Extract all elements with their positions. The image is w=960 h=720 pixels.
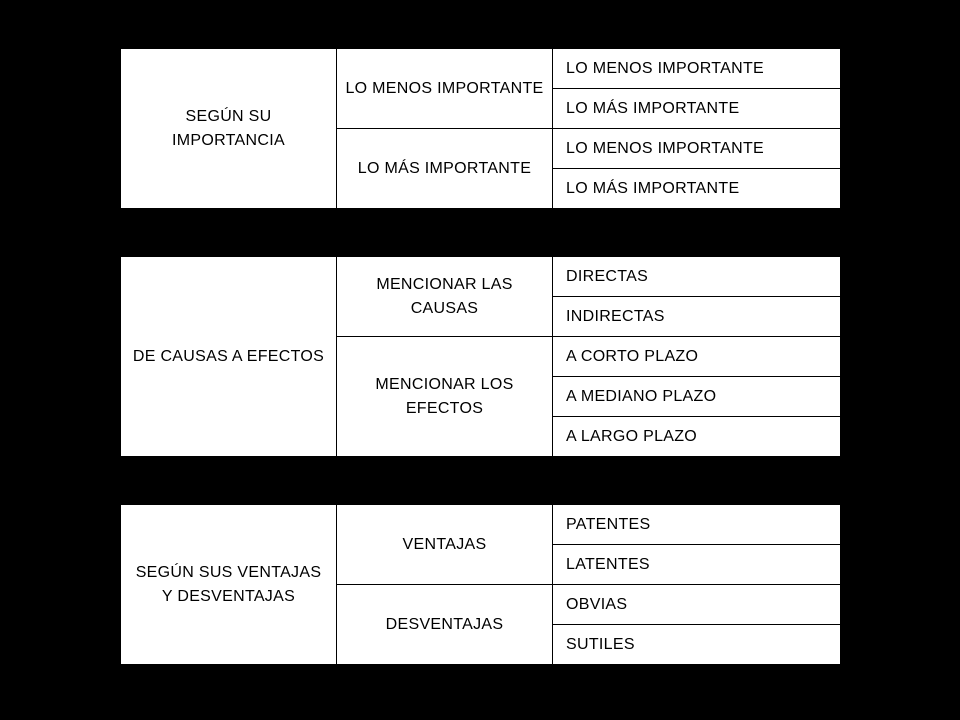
item-cell: INDIRECTAS: [553, 297, 841, 337]
item-cell: OBVIAS: [553, 585, 841, 625]
table-row: [121, 257, 841, 297]
item-cell: LO MÁS IMPORTANTE: [553, 169, 841, 209]
group-cell: LO MENOS IMPORTANTE: [337, 49, 553, 129]
item-cell: PATENTES: [553, 505, 841, 545]
item-cell: LO MENOS IMPORTANTE: [553, 49, 841, 89]
advantages-table: [120, 504, 841, 665]
category-cell: DE CAUSAS A EFECTOS: [121, 257, 337, 457]
item-cell: A LARGO PLAZO: [553, 417, 841, 457]
item-cell: LATENTES: [553, 545, 841, 585]
group-cell: MENCIONAR LOS EFECTOS: [337, 337, 553, 457]
item-cell: A MEDIANO PLAZO: [553, 377, 841, 417]
group-cell: LO MÁS IMPORTANTE: [337, 129, 553, 209]
item-cell: LO MÁS IMPORTANTE: [553, 89, 841, 129]
item-cell: LO MENOS IMPORTANTE: [553, 129, 841, 169]
item-cell: A CORTO PLAZO: [553, 337, 841, 377]
causes-effects-table: [120, 256, 841, 457]
item-cell: DIRECTAS: [553, 257, 841, 297]
item-cell: SUTILES: [553, 625, 841, 665]
group-cell: DESVENTAJAS: [337, 585, 553, 665]
group-cell: MENCIONAR LAS CAUSAS: [337, 257, 553, 337]
category-cell: SEGÚN SU IMPORTANCIA: [121, 49, 337, 209]
table-row: [121, 505, 841, 545]
group-cell: VENTAJAS: [337, 505, 553, 585]
table-row: [121, 49, 841, 89]
category-cell: SEGÚN SUS VENTAJAS Y DESVENTAJAS: [121, 505, 337, 665]
importance-table: [120, 48, 841, 209]
